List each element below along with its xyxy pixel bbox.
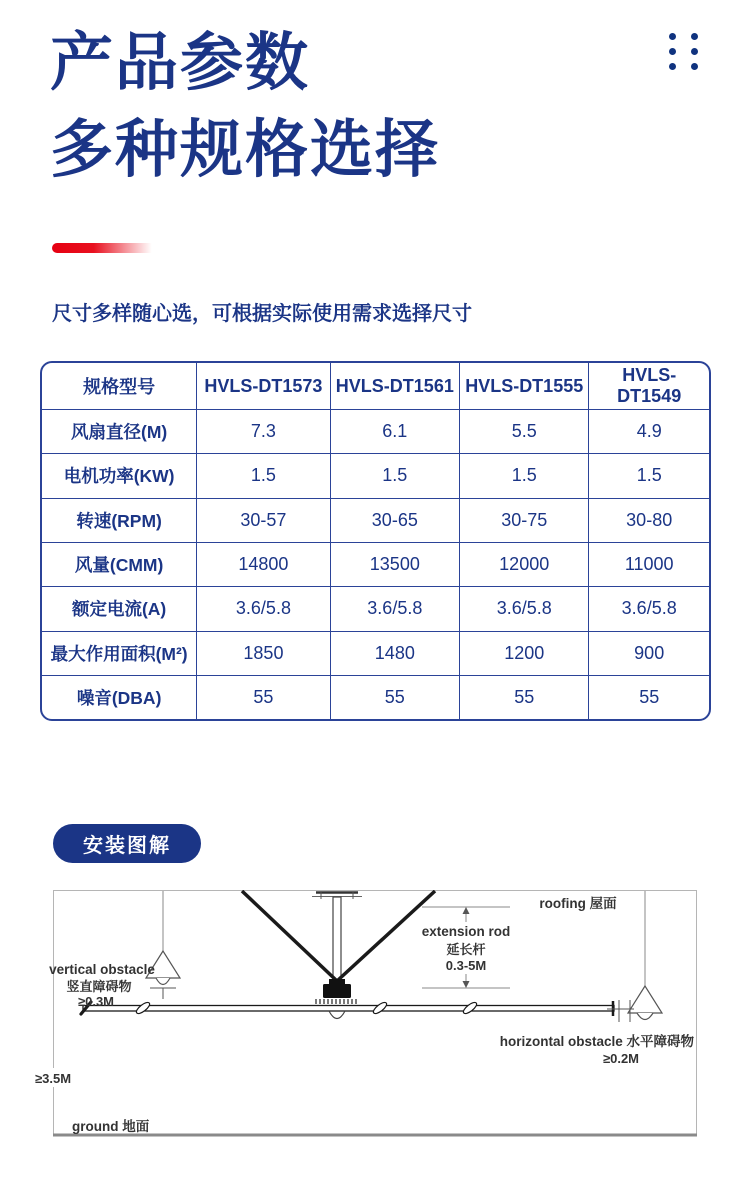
cell-value: 1.5 bbox=[330, 454, 459, 498]
cell-value: 1.5 bbox=[197, 454, 330, 498]
cell-value: 30-80 bbox=[589, 498, 709, 542]
extension-rod-label-zh: 延长杆 bbox=[446, 942, 486, 957]
row-label: 额定电流(A) bbox=[42, 587, 197, 631]
row-label: 最大作用面积(M²) bbox=[42, 631, 197, 675]
cell-value: 1.5 bbox=[589, 454, 709, 498]
cell-value: 13500 bbox=[330, 542, 459, 586]
row-label: 转速(RPM) bbox=[42, 498, 197, 542]
extension-rod-label-en: extension rod bbox=[421, 924, 511, 939]
extension-rod bbox=[333, 897, 341, 983]
vertical-obstacle-label-en: vertical obstacle bbox=[49, 962, 155, 977]
subtitle-text: 尺寸多样随心选，可根据实际使用需求选择尺寸 bbox=[52, 303, 472, 325]
cell-value: 14800 bbox=[197, 542, 330, 586]
dot bbox=[691, 48, 698, 55]
row-label: 风量(CMM) bbox=[42, 542, 197, 586]
table-row bbox=[42, 410, 709, 454]
row-label: 电机功率(KW) bbox=[42, 454, 197, 498]
ground-clearance-label: ≥3.5M bbox=[35, 1071, 72, 1086]
vertical-obstacle-label-zh: 竖直障碍物 bbox=[66, 979, 132, 994]
cell-value: 30-65 bbox=[330, 498, 459, 542]
table-row bbox=[42, 587, 709, 631]
cell-value: 5.5 bbox=[460, 410, 589, 454]
header-cell-model: HVLS-DT1561 bbox=[330, 363, 459, 410]
dot bbox=[669, 48, 676, 55]
cell-value: 1480 bbox=[330, 631, 459, 675]
spec-table-grid bbox=[42, 363, 709, 719]
cell-value: 4.9 bbox=[589, 410, 709, 454]
header-cell-model: HVLS-DT1573 bbox=[197, 363, 330, 410]
cell-value: 3.6/5.8 bbox=[330, 587, 459, 631]
roofing-label: roofing 屋面 bbox=[539, 896, 617, 911]
guy-wire-left bbox=[242, 891, 337, 981]
cell-value: 1.5 bbox=[460, 454, 589, 498]
spec-table bbox=[40, 361, 711, 721]
header-cell-model: HVLS-DT1555 bbox=[460, 363, 589, 410]
six-dots-icon bbox=[669, 33, 698, 70]
header-cell-model: HVLS-DT1549 bbox=[589, 363, 709, 410]
cell-value: 3.6/5.8 bbox=[589, 587, 709, 631]
table-row bbox=[42, 631, 709, 675]
cell-value: 6.1 bbox=[330, 410, 459, 454]
ground-label: ground 地面 bbox=[72, 1119, 150, 1134]
table-row bbox=[42, 454, 709, 498]
table-row bbox=[42, 542, 709, 586]
dot bbox=[669, 33, 676, 40]
cell-value: 30-57 bbox=[197, 498, 330, 542]
cell-value: 55 bbox=[197, 675, 330, 719]
title-line-2: 多种规格选择 bbox=[50, 115, 440, 185]
accent-underline bbox=[52, 243, 156, 253]
cell-value: 3.6/5.8 bbox=[460, 587, 589, 631]
table-row bbox=[42, 675, 709, 719]
horizontal-obstacle-label: horizontal obstacle 水平障碍物 bbox=[499, 1034, 694, 1049]
cell-value: 1200 bbox=[460, 631, 589, 675]
vertical-obstacle-cone bbox=[146, 891, 180, 999]
horizontal-obstacle-clearance: ≥0.2M bbox=[602, 1051, 640, 1066]
guy-wire-right bbox=[337, 891, 435, 981]
cell-value: 900 bbox=[589, 631, 709, 675]
dot bbox=[669, 63, 676, 70]
dot bbox=[691, 63, 698, 70]
dot bbox=[691, 33, 698, 40]
row-label: 噪音(DBA) bbox=[42, 675, 197, 719]
cell-value: 11000 bbox=[589, 542, 709, 586]
table-header-row bbox=[42, 363, 709, 410]
cell-value: 55 bbox=[639, 686, 660, 707]
cell-value: 1850 bbox=[197, 631, 330, 675]
installation-diagram bbox=[30, 890, 710, 1140]
cell-value: 30-75 bbox=[460, 498, 589, 542]
installation-section-button[interactable]: 安装图解 bbox=[53, 824, 201, 863]
cell-value: 3.6/5.8 bbox=[197, 587, 330, 631]
page-title bbox=[50, 20, 440, 194]
row-label: 风扇直径(M) bbox=[42, 410, 197, 454]
motor-hub-bolts bbox=[316, 999, 356, 1004]
fan-motor bbox=[316, 979, 356, 1004]
cell-value: 7.3 bbox=[197, 410, 330, 454]
table-row bbox=[42, 498, 709, 542]
title-line-1: 产品参数 bbox=[50, 28, 310, 98]
cell-value: 12000 bbox=[460, 542, 589, 586]
header-cell: 规格型号 bbox=[42, 363, 197, 410]
vertical-obstacle-clearance: ≥0.3M bbox=[77, 994, 115, 1009]
cell-value: 55 bbox=[330, 675, 459, 719]
hub-bell bbox=[329, 1011, 345, 1019]
cell-value: 55 bbox=[460, 675, 589, 719]
extension-rod-range: 0.3-5M bbox=[445, 958, 487, 973]
